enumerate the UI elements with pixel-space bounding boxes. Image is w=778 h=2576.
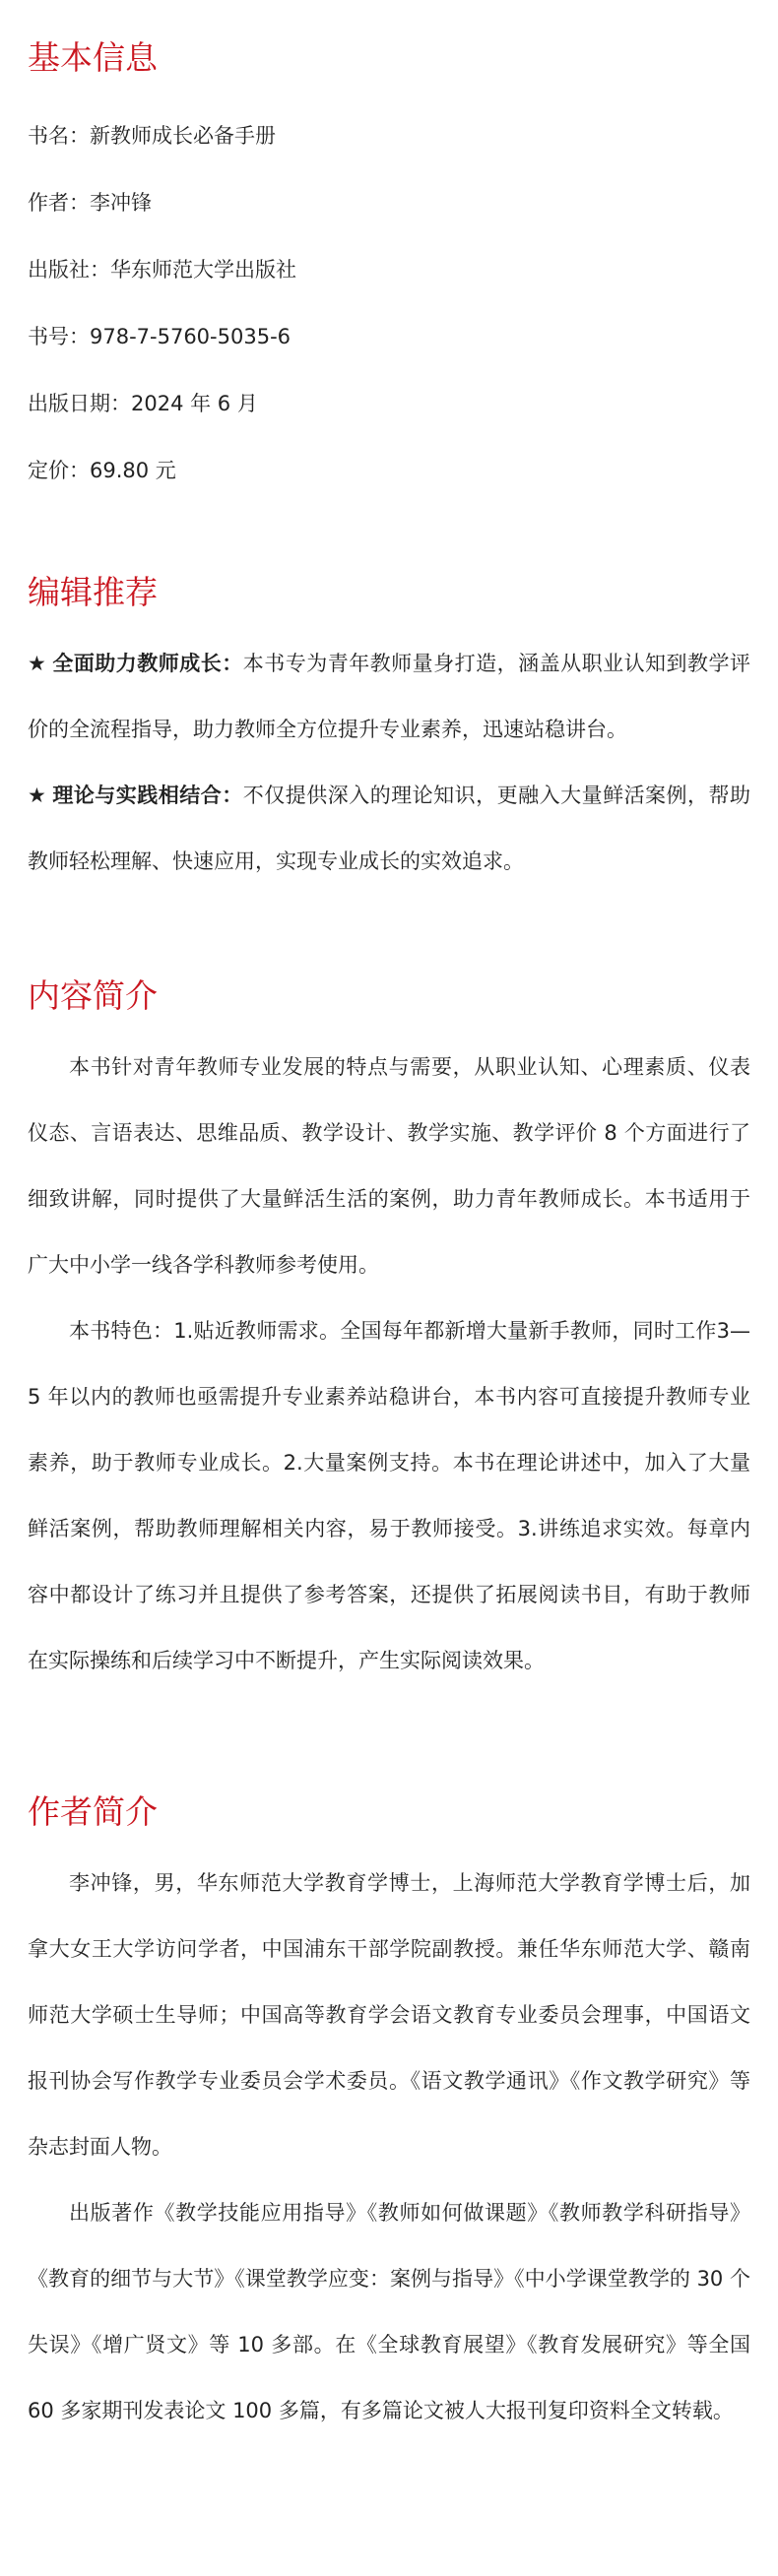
author-bio-body [28, 1851, 750, 2444]
book-title-line: 书名：新教师成长必备手册 [28, 124, 276, 148]
content-summary-title: 内容简介 [28, 976, 158, 1015]
author-bio-section [28, 1786, 750, 2444]
editor-recommendation-title: 编辑推荐 [28, 573, 158, 611]
publish-date-line: 出版日期：2024 年 6 月 [28, 392, 258, 415]
isbn-line: 书号：978-7-5760-5035-6 [28, 325, 292, 348]
editor-recommendation-section [28, 566, 750, 895]
recommendation-lead: 全面助力教师成长： [52, 652, 243, 675]
recommendation-item [28, 631, 750, 763]
recommendation-text: 本书专为青年教师量身打造，涵盖从职业认知到教学评价的全流程指导，助力教师全方位提升专业素养，迅速站稳讲台。 [28, 652, 751, 741]
author-paragraph: 出版著作《教学技能应用指导》《教师如何做课题》《教师教学科研指导》《教育的细节与大节》《课堂教学应变：案例与指导》《中小学课堂教学的 30 个失误》《增广贤文》等 10 多部。在《全球教育展望》《教育发展研究》等全国 60 多家期刊发表论文 100 多篇，有多篇论文被人大报刊复印资料全文转载。 [28, 2201, 750, 2422]
star-icon: ★ [28, 784, 47, 807]
star-icon: ★ [28, 652, 47, 675]
content-paragraph: 本书特色：1.贴近教师需求。全国每年都新增大量新手教师，同时工作3—5 年以内的教师也亟需提升专业素养站稳讲台，本书内容可直接提升教师专业素养，助于教师专业成长。2.大量案例支持。本书在理论讲述中，加入了大量鲜活案例，帮助教师理解相关内容，易于教师接受。3.讲练追求实效。每章内容中都设计了练习并且提供了参考答案，还提供了拓展阅读书目，有助于教师在实际操练和后续学习中不断提升，产生实际阅读效果。 [28, 1319, 750, 1672]
content-paragraph: 本书针对青年教师专业发展的特点与需要，从职业认知、心理素质、仪表仪态、言语表达、思维品质、教学设计、教学实施、教学评价 8 个方面进行了细致讲解，同时提供了大量鲜活生活的案例，助力青年教师成长。本书适用于广大中小学一线各学科教师参考使用。 [28, 1055, 750, 1277]
author-paragraph: 李冲锋，男，华东师范大学教育学博士，上海师范大学教育学博士后，加拿大女王大学访问学者，中国浦东干部学院副教授。兼任华东师范大学、赣南师范大学硕士生导师；中国高等教育学会语文教育专业委员会理事，中国语文报刊协会写作教学专业委员会学术委员。《语文教学通讯》《作文教学研究》等杂志封面人物。 [28, 1871, 750, 2159]
basic-info-list [28, 102, 750, 504]
content-summary-section [28, 970, 750, 1694]
recommendation-lead: 理论与实践相结合： [52, 784, 243, 807]
recommendation-item [28, 763, 750, 895]
publisher-line: 出版社：华东师范大学出版社 [28, 258, 296, 282]
basic-info-section [28, 31, 750, 504]
author-line: 作者：李冲锋 [28, 191, 152, 215]
basic-info-title: 基本信息 [28, 38, 158, 77]
content-summary-body [28, 1035, 750, 1694]
recommendation-text: 不仅提供深入的理论知识，更融入大量鲜活案例，帮助教师轻松理解、快速应用，实现专业成长的实效追求。 [28, 784, 751, 873]
price-line: 定价：69.80 元 [28, 459, 176, 482]
author-bio-title: 作者简介 [28, 1792, 158, 1831]
editor-recommendation-body [28, 631, 750, 895]
